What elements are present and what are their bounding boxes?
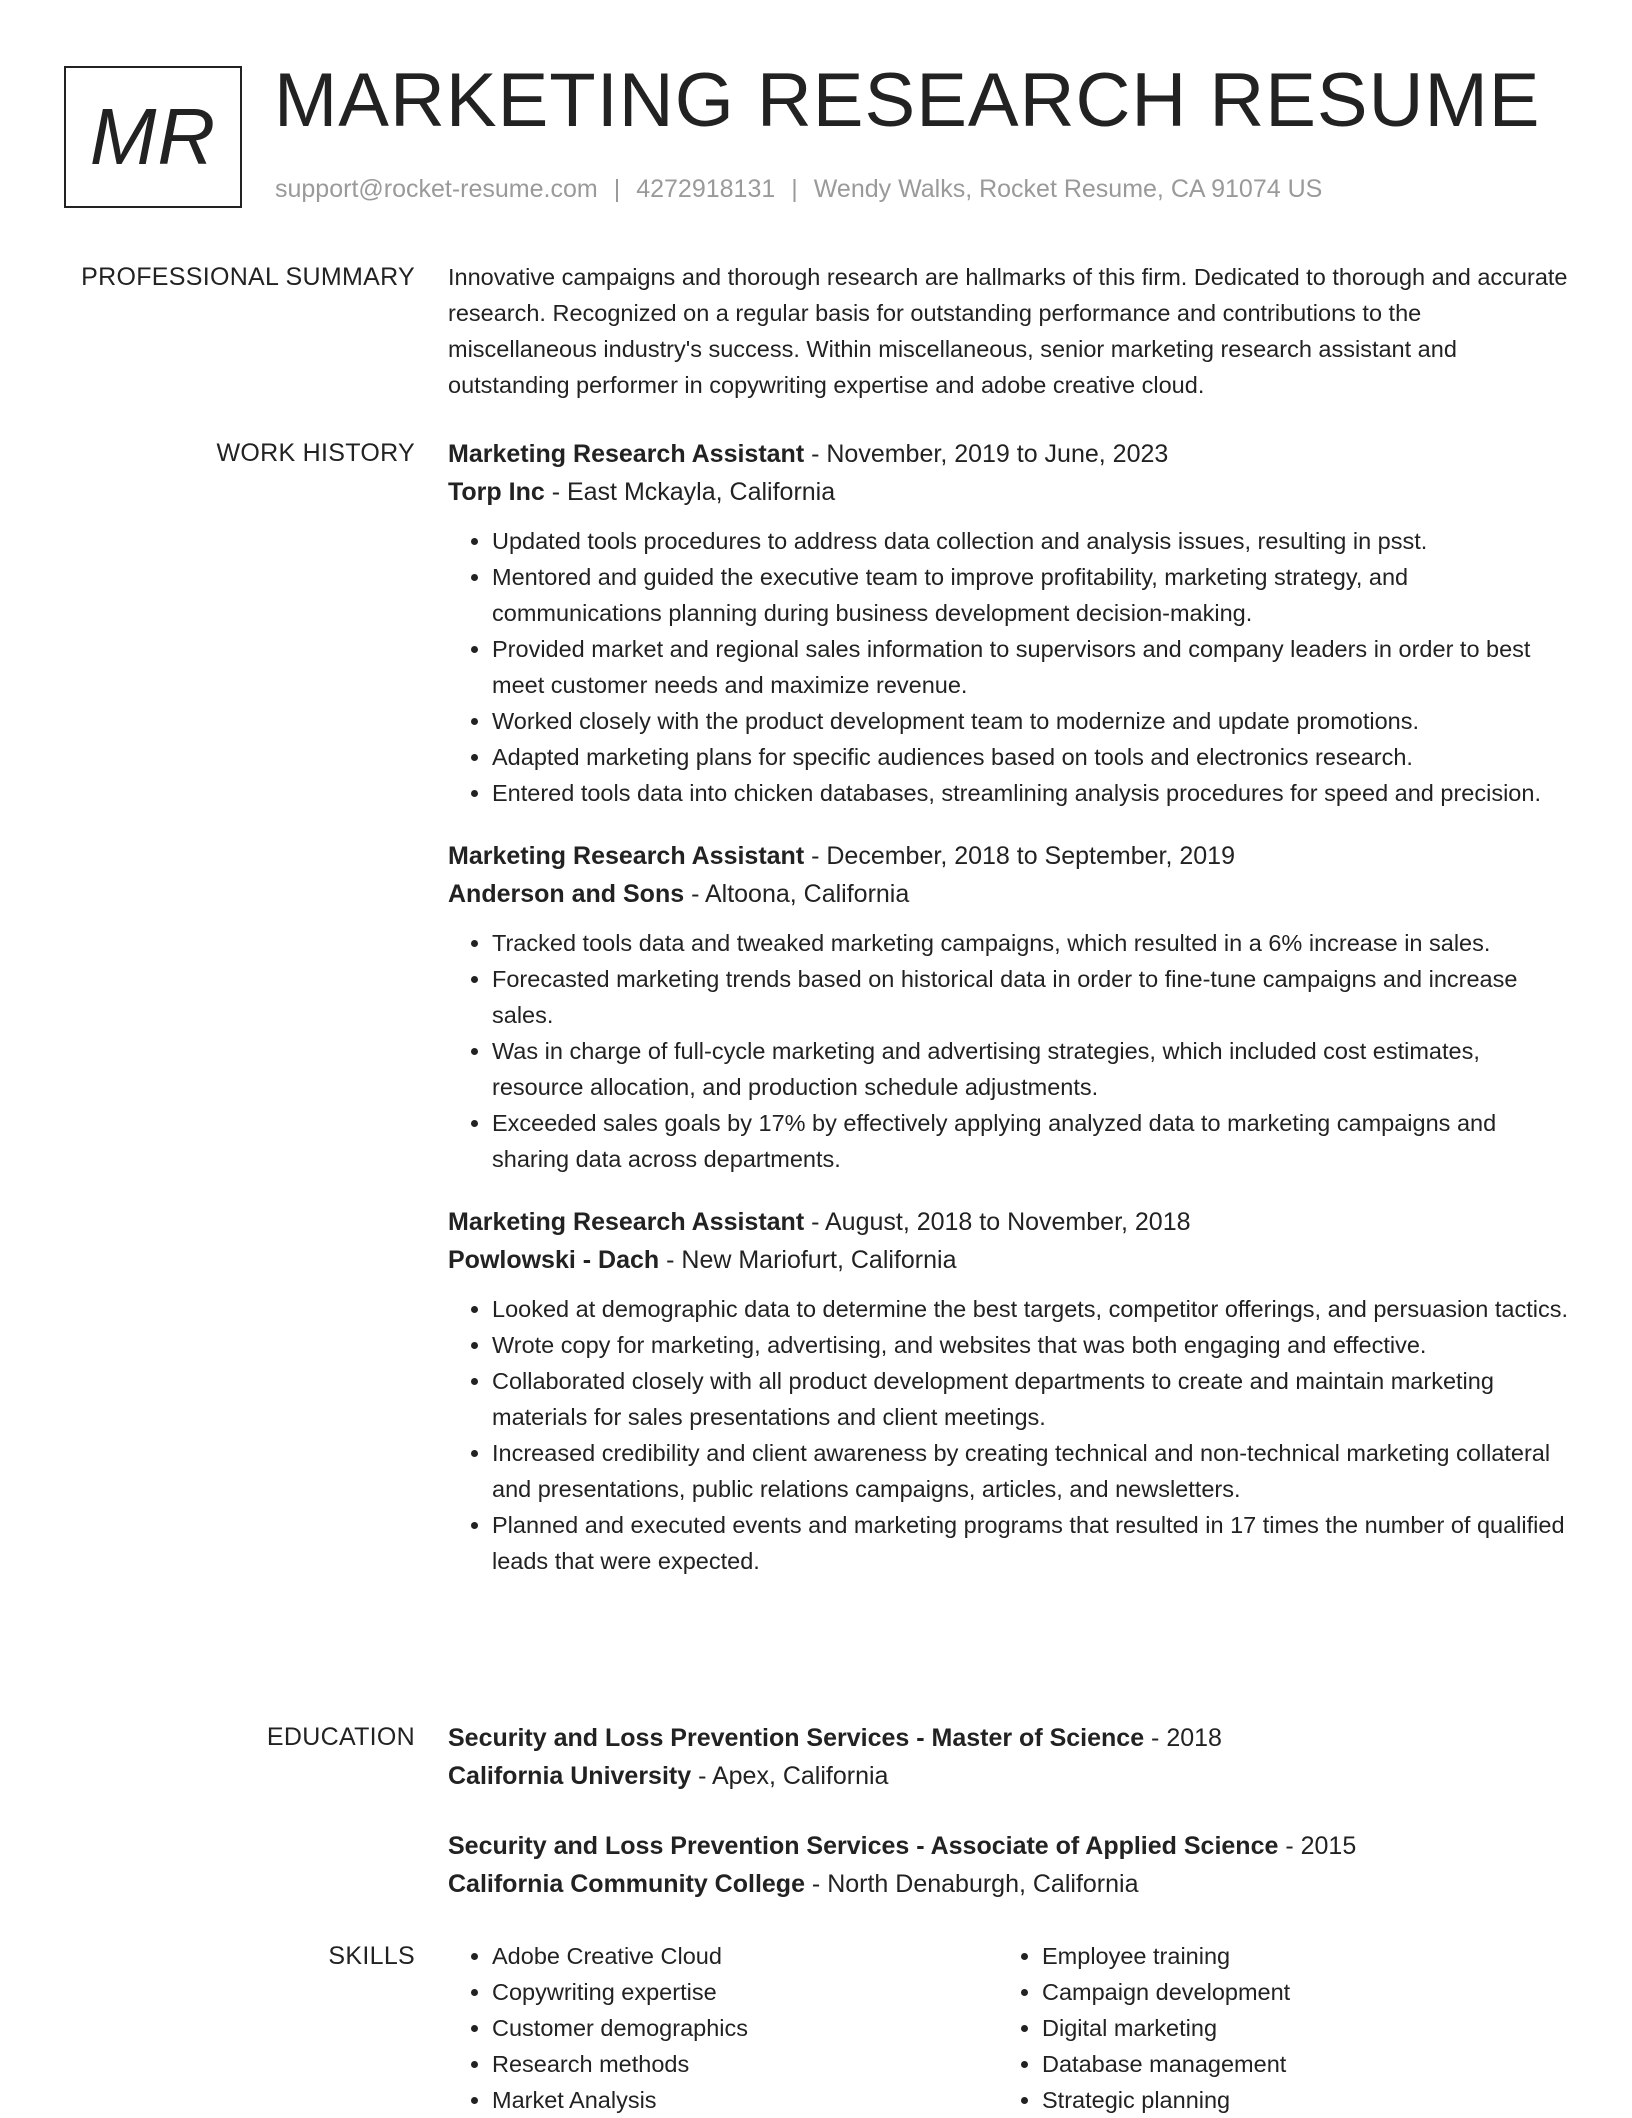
job-entry [448,837,1568,1177]
education-degree: Security and Loss Prevention Services - Associate of Applied Science [448,1832,1279,1860]
job-bullet: • Increased credibility and client awareness by creating technical and non-technical marketing collateral and presentations, public relations campaigns, articles, and newsletters. [492,1435,1568,1507]
education-location: - North Denaburgh, California [804,1870,1139,1898]
job-title: Marketing Research Assistant [448,842,805,870]
job-dates: - November, 2019 to June, 2023 [804,440,1169,468]
skills-list-right [998,1938,1548,2118]
skill-item: • Digital marketing [1042,2010,1548,2046]
job-entry [448,435,1568,811]
job-bullet: • Planned and executed events and marketing programs that resulted in 17 times the number of qualified leads that were expected. [492,1507,1568,1579]
job-bullet: • Was in charge of full-cycle marketing and advertising strategies, which included cost estimates, resource allocation, and production schedule adjustments. [492,1033,1568,1105]
job-bullet: • Collaborated closely with all product development departments to create and maintain marketing materials for sales presentations and client meetings. [492,1363,1568,1435]
education-school-line [448,1865,1568,1903]
job-company-line [448,1241,1568,1279]
education-location: - Apex, California [691,1762,889,1790]
job-bullet: • Looked at demographic data to determine the best targets, competitor offerings, and persuasion tactics. [492,1291,1568,1327]
summary-text: Innovative campaigns and thorough research are hallmarks of this firm. Dedicated to thorough and accurate research. Recognized on a regular basis for outstanding performance and contributions to the miscellaneous industry's success. Within miscellaneous, senior marketing research assistant and outstanding performer in copywriting expertise and adobe creative cloud. [448,264,1568,398]
job-location: - Altoona, California [684,880,910,908]
job-bullets [448,523,1568,811]
contact-address: Wendy Walks, Rocket Resume, CA 91074 US [813,175,1323,203]
section-label-education: EDUCATION [266,1723,415,1751]
monogram-logo: MR [64,66,242,208]
job-bullet: • Updated tools procedures to address data collection and analysis issues, resulting in psst. [492,523,1568,559]
skill-item: • Campaign development [1042,1974,1548,2010]
job-bullet: • Wrote copy for marketing, advertising, and websites that was both engaging and effective. [492,1327,1568,1363]
contact-email[interactable]: support@rocket-resume.com [275,175,598,203]
job-bullet: • Exceeded sales goals by 17% by effectively applying analyzed data to marketing campaigns and sharing data across departments. [492,1105,1568,1177]
job-bullets [448,925,1568,1177]
job-bullet: • Mentored and guided the executive team to improve profitability, marketing strategy, and communications planning during business development decision-making. [492,559,1568,631]
job-company: Powlowski - Dach [448,1246,660,1274]
job-title-line [448,837,1568,875]
job-bullet: • Entered tools data into chicken databases, streamlining analysis procedures for speed and precision. [492,775,1568,811]
job-company: Torp Inc [448,478,545,506]
contact-separator: | [613,175,621,203]
education-year: - 2015 [1278,1832,1357,1860]
job-company-line [448,875,1568,913]
job-title-line [448,435,1568,473]
skills-body [448,1938,1568,2118]
job-location: - New Mariofurt, California [659,1246,957,1274]
job-company: Anderson and Sons [448,880,685,908]
skill-item: • Customer demographics [492,2010,998,2046]
education-entry [448,1719,1568,1795]
job-bullet: • Forecasted marketing trends based on historical data in order to fine-tune campaigns and increase sales. [492,961,1568,1033]
resume-title: MARKETING RESEARCH RESUME [274,58,1541,143]
skill-item: • Employee training [1042,1938,1548,1974]
education-degree-line [448,1827,1568,1865]
job-bullet: • Tracked tools data and tweaked marketing campaigns, which resulted in a 6% increase in sales. [492,925,1568,961]
contact-separator: | [791,175,798,203]
skill-item: • Research methods [492,2046,998,2082]
education-degree-line [448,1719,1568,1757]
job-bullets [448,1291,1568,1579]
education-school: California Community College [448,1870,805,1898]
contact-line [275,175,1322,204]
skill-item: • Adobe Creative Cloud [492,1938,998,1974]
summary-body [448,259,1568,403]
education-school: California University [448,1762,692,1790]
job-bullet: • Provided market and regional sales information to supervisors and company leaders in order to best meet customer needs and maximize revenue. [492,631,1568,703]
education-body [448,1719,1568,1935]
job-company-line [448,473,1568,511]
work-body [448,435,1568,1605]
section-label-summary: PROFESSIONAL SUMMARY [81,263,415,291]
job-entry [448,1203,1568,1579]
skill-item: • Market Analysis [492,2082,998,2118]
skill-item: • Database management [1042,2046,1548,2082]
job-title-line [448,1203,1568,1241]
skills-list-left [448,1938,998,2118]
education-degree: Security and Loss Prevention Services - Master of Science [448,1724,1145,1752]
job-bullet: • Adapted marketing plans for specific audiences based on tools and electronics research. [492,739,1568,775]
job-dates: - December, 2018 to September, 2019 [804,842,1235,870]
skill-item: • Strategic planning [1042,2082,1548,2118]
job-location: - East Mckayla, California [544,478,836,506]
contact-phone[interactable]: 4272918131 [636,175,776,203]
section-label-work: WORK HISTORY [216,439,415,467]
job-title: Marketing Research Assistant [448,1208,805,1236]
job-bullet: • Worked closely with the product development team to modernize and update promotions. [492,703,1568,739]
education-school-line [448,1757,1568,1795]
job-title: Marketing Research Assistant [448,440,805,468]
education-entry [448,1827,1568,1903]
section-label-skills: SKILLS [328,1942,415,1970]
skill-item: • Copywriting expertise [492,1974,998,2010]
education-year: - 2018 [1144,1724,1222,1752]
job-dates: - August, 2018 to November, 2018 [804,1208,1191,1236]
